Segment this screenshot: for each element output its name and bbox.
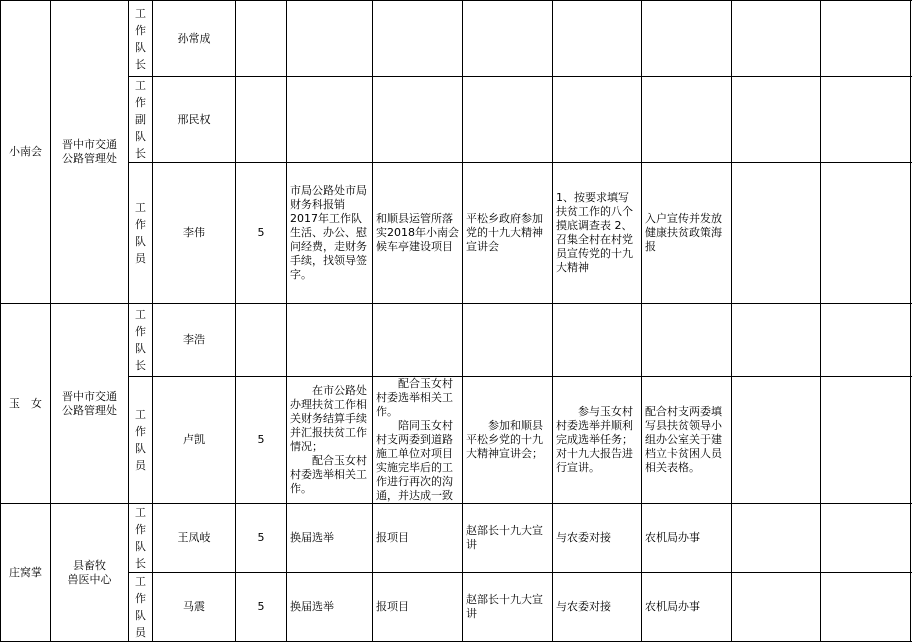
- day-6-cell: [732, 573, 821, 642]
- day-4-cell: 1、按要求填写扶贫工作的八个摸底调查表 2、召集全村在村党员宣传党的十九大精神: [553, 163, 642, 304]
- day-5-cell: [642, 77, 732, 163]
- name-cell: 马震: [153, 573, 236, 642]
- name-cell: 李浩: [153, 304, 236, 377]
- day-1-cell: 换届选举: [287, 573, 373, 642]
- days-cell: [236, 1, 287, 77]
- unit-cell: 县畜牧 兽医中心: [51, 504, 129, 642]
- day-3-cell: 赵部长十九大宣讲: [463, 573, 553, 642]
- day-7-cell: [821, 1, 911, 77]
- day-3-cell: 赵部长十九大宣讲: [463, 504, 553, 573]
- table-row: [1, 573, 912, 642]
- day-6-cell: [732, 377, 821, 504]
- day-3-cell: [463, 1, 553, 77]
- day-1-cell: [287, 1, 373, 77]
- days-cell: 5: [236, 377, 287, 504]
- unit-cell: 晋中市交通 公路管理处: [51, 1, 129, 304]
- village-cell: 庄窝掌: [1, 504, 51, 642]
- day-5-cell: 农机局办事: [642, 504, 732, 573]
- day-2-cell: 和顺县运管所落实2018年小南会候车亭建设项目: [373, 163, 463, 304]
- day-5-cell: 入户宣传并发放健康扶贫政策海报: [642, 163, 732, 304]
- day-6-cell: [732, 163, 821, 304]
- days-cell: [236, 304, 287, 377]
- day-3-cell: 参加和顺县平松乡党的十九大精神宣讲会；: [463, 377, 553, 504]
- day-2-cell: 配合玉女村村委选举相关工作。 陪同玉女村村支两委到道路施工单位对项目实施完毕后的工作进行再次的沟通，并达成一致: [373, 377, 463, 504]
- day-4-cell: [553, 77, 642, 163]
- day-5-cell: [642, 304, 732, 377]
- name-cell: 卢凯: [153, 377, 236, 504]
- days-cell: [236, 77, 287, 163]
- role-cell: 工作副队长: [129, 77, 153, 163]
- name-cell: 邢民权: [153, 77, 236, 163]
- day-7-cell: [821, 77, 911, 163]
- day-7-cell: [821, 304, 911, 377]
- day-2-cell: [373, 304, 463, 377]
- day-4-cell: [553, 304, 642, 377]
- role-cell: 工作队员: [129, 163, 153, 304]
- village-cell: 小南会: [1, 1, 51, 304]
- table-row: [1, 77, 912, 163]
- table-row: [1, 163, 912, 304]
- days-cell: 5: [236, 504, 287, 573]
- name-cell: 王凤岐: [153, 504, 236, 573]
- day-7-cell: [821, 573, 911, 642]
- role-cell: 工作队长: [129, 304, 153, 377]
- day-6-cell: [732, 77, 821, 163]
- unit-cell: 晋中市交通 公路管理处: [51, 304, 129, 504]
- day-3-cell: [463, 77, 553, 163]
- day-4-cell: 与农委对接: [553, 573, 642, 642]
- day-4-cell: 参与玉女村村委选举并顺利完成选举任务；对十九大报告进行宣讲。: [553, 377, 642, 504]
- name-cell: 李伟: [153, 163, 236, 304]
- day-4-cell: [553, 1, 642, 77]
- day-5-cell: [642, 1, 732, 77]
- day-4-cell: 与农委对接: [553, 504, 642, 573]
- day-5-cell: 配合村支两委填写县扶贫领导小组办公室关于建档立卡贫困人员相关表格。: [642, 377, 732, 504]
- day-1-cell: [287, 77, 373, 163]
- day-7-cell: [821, 377, 911, 504]
- day-2-cell: [373, 77, 463, 163]
- table-row: [1, 1, 912, 77]
- day-2-cell: 报项目: [373, 573, 463, 642]
- day-1-cell: 换届选举: [287, 504, 373, 573]
- day-3-cell: [463, 304, 553, 377]
- role-cell: 工作队员: [129, 573, 153, 642]
- day-5-cell: 农机局办事: [642, 573, 732, 642]
- day-2-cell: [373, 1, 463, 77]
- name-cell: 孙常成: [153, 1, 236, 77]
- day-3-cell: 平松乡政府参加党的十九大精神宣讲会: [463, 163, 553, 304]
- day-6-cell: [732, 1, 821, 77]
- day-6-cell: [732, 304, 821, 377]
- day-1-cell: [287, 304, 373, 377]
- days-cell: 5: [236, 163, 287, 304]
- day-7-cell: [821, 163, 911, 304]
- day-7-cell: [821, 504, 911, 573]
- role-cell: 工作队员: [129, 377, 153, 504]
- day-2-cell: 报项目: [373, 504, 463, 573]
- day-1-cell: 在市公路处办理扶贫工作相关财务结算手续并汇报扶贫工作情况； 配合玉女村村委选举相关工作。: [287, 377, 373, 504]
- table-row: [1, 377, 912, 504]
- role-cell: 工作队长: [129, 1, 153, 77]
- table-row: [1, 504, 912, 573]
- role-cell: 工作队长: [129, 504, 153, 573]
- days-cell: 5: [236, 573, 287, 642]
- day-1-cell: 市局公路处市局财务科报销2017年工作队生活、办公、慰问经费，走财务手续，找领导签字。: [287, 163, 373, 304]
- village-cell: 玉 女: [1, 304, 51, 504]
- day-6-cell: [732, 504, 821, 573]
- table-row: [1, 304, 912, 377]
